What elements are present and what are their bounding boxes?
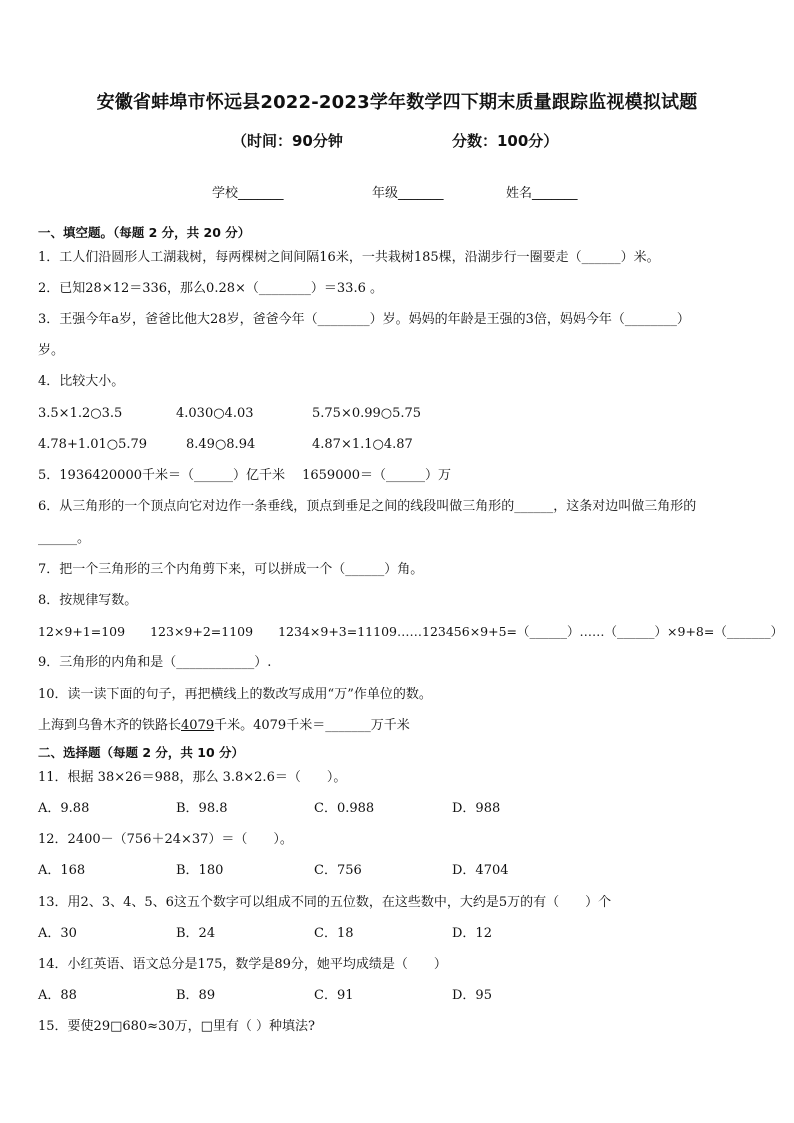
option-b: B．89 — [176, 988, 216, 1003]
exam-score: 分数：100分） — [452, 132, 559, 150]
name-field: 姓名_______ — [506, 186, 578, 201]
option-d: D．12 — [452, 926, 492, 941]
question-6-line-1: 6．从三角形的一个顶点向它对边作一条垂线，顶点到垂足之间的线段叫做三角形的______，这条对边叫做三角形的 — [38, 499, 697, 514]
question-14: 14．小红英语、语文总分是175，数学是89分，她平均成绩是（ ） — [38, 957, 447, 972]
section-choice-title: 二、选择题（每题 2 分，共 10 分） — [38, 745, 245, 760]
section-fill-in-title: 一、填空题。（每题 2 分，共 20 分） — [38, 225, 251, 240]
option-a: A．168 — [38, 863, 86, 878]
question-3-line-2: 岁。 — [38, 343, 65, 358]
question-10-sentence — [38, 718, 410, 734]
page-title: 安徽省蚌埠市怀远县2022-2023学年数学四下期末质量跟踪监视模拟试题 — [96, 92, 698, 113]
school-field: 学校_______ — [212, 186, 284, 201]
exam-time: （时间：90分钟 — [232, 132, 343, 150]
question-4: 4．比较大小。 — [38, 374, 125, 389]
option-c: C．91 — [314, 988, 354, 1003]
option-b: B．98.8 — [176, 801, 228, 816]
option-a: A．88 — [38, 988, 77, 1003]
question-2: 2．已知28×12＝336，那么0.28×（________）＝33.6 。 — [38, 281, 383, 296]
compare-item: 4.87×1.1○4.87 — [312, 437, 413, 452]
option-d: D．95 — [452, 988, 492, 1003]
grade-field: 年级_______ — [372, 186, 444, 201]
option-d: D．4704 — [452, 863, 509, 878]
option-a: A．9.88 — [38, 801, 90, 816]
option-b: B．180 — [176, 863, 224, 878]
question-12: 12．2400－（756＋24×37）＝（ ）。 — [38, 832, 293, 847]
question-3-line-1: 3．王强今年a岁，爸爸比他大28岁，爸爸今年（________）岁。妈妈的年龄是王强的3倍，妈妈今年（________） — [38, 312, 690, 327]
question-1: 1．工人们沿圆形人工湖栽树，每两棵树之间间隔16米，一共栽树185棵，沿湖步行一圈要走（______）米。 — [38, 250, 660, 265]
question-10: 10．读一读下面的句子，再把横线上的数改写成用“万”作单位的数。 — [38, 687, 432, 702]
compare-item: 4.78+1.01○5.79 — [38, 437, 148, 452]
compare-item: 4.030○4.03 — [176, 406, 254, 421]
question-8-pattern: 12×9+1=109 123×9+2=1109 1234×9+3=11109……123456×9+5=（______）……（______）×9+8=（_______） — [38, 624, 784, 639]
option-c: C．756 — [314, 863, 362, 878]
option-d: D．988 — [452, 801, 501, 816]
question-7: 7．把一个三角形的三个内角剪下来，可以拼成一个（______）角。 — [38, 562, 424, 577]
question-10-suffix: 千米。4079千米＝_______万千米 — [214, 718, 410, 733]
question-8: 8．按规律写数。 — [38, 593, 138, 608]
option-b: B．24 — [176, 926, 216, 941]
question-10-prefix: 上海到乌鲁木齐的铁路长 — [38, 718, 182, 733]
question-13: 13．用2、3、4、5、6这五个数字可以组成不同的五位数，在这些数中，大约是5万的有（ ）个 — [38, 895, 612, 910]
question-9: 9．三角形的内角和是（____________）. — [38, 655, 272, 670]
option-c: C．0.988 — [314, 801, 375, 816]
question-5: 5．1936420000千米＝（______）亿千米 1659000＝（______）万 — [38, 468, 452, 483]
question-6-line-2: ______。 — [38, 531, 91, 546]
question-10-number: 4079 — [181, 718, 215, 733]
option-a: A．30 — [38, 926, 77, 941]
compare-item: 5.75×0.99○5.75 — [312, 406, 422, 421]
question-11: 11．根据 38×26＝988，那么 3.8×2.6＝（ ）。 — [38, 770, 347, 785]
option-c: C．18 — [314, 926, 354, 941]
compare-item: 8.49○8.94 — [186, 437, 256, 452]
question-15: 15．要使29□680≈30万，□里有（ ）种填法? — [38, 1019, 315, 1034]
compare-item: 3.5×1.2○3.5 — [38, 406, 123, 421]
